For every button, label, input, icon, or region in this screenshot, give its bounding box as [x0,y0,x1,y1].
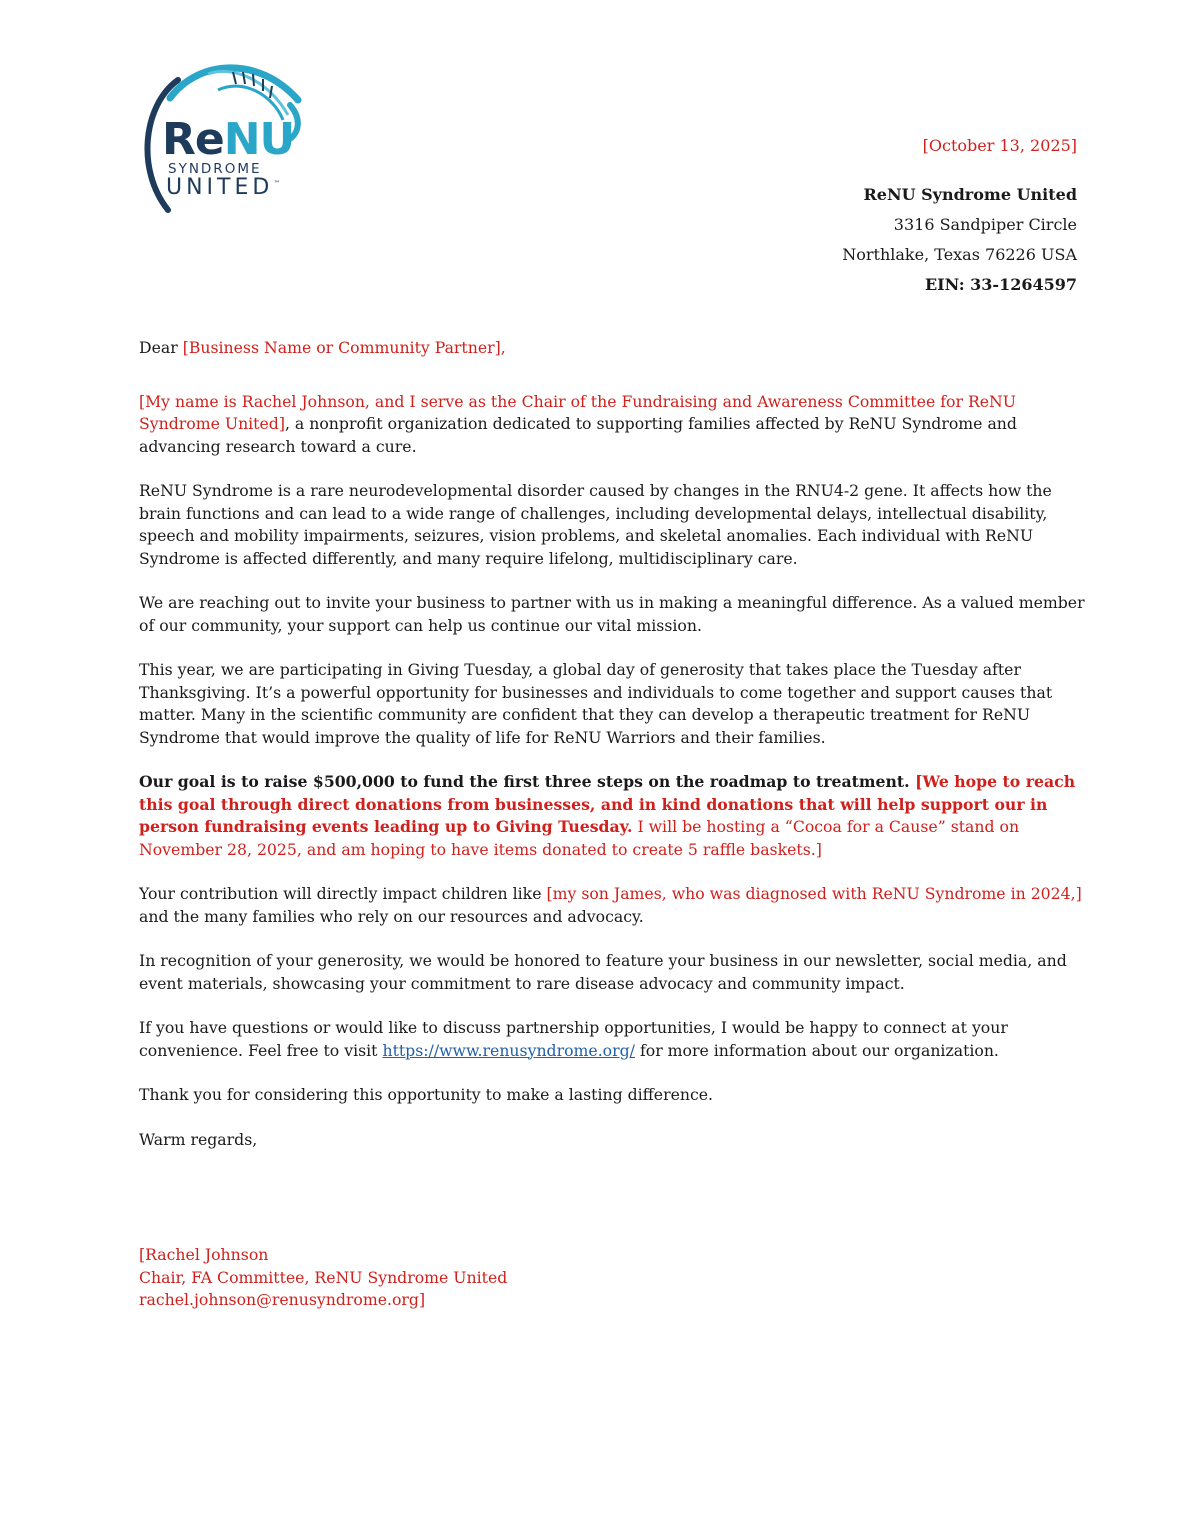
impact-prefix: Your contribution will directly impact children like [139,884,547,903]
paragraph-impact [139,883,1089,928]
signature-name: [Rachel Johnson [139,1245,269,1264]
sender-address-block [842,180,1077,300]
contact-rest: for more information about our organization. [634,1040,999,1060]
signature-title: Chair, FA Committee, ReNU Syndrome United [139,1267,508,1287]
letter-date: [October 13, 2025] [922,136,1077,155]
paragraph-thanks: Thank you for considering this opportunity to make a lasting difference. [139,1085,714,1104]
paragraph-recognition: In recognition of your generosity, we would be honored to feature your business in our newsletter, social media, and event materials, showcasing your commitment to rare disease advocacy and community impact. [139,951,1067,993]
renu-logo [138,60,308,220]
paragraph-contact [139,1017,1089,1062]
goal-placeholder-bold: [We hope to reach this goal through direct donations from businesses, and in kind donations that will help support our in person fundraising events leading up to Giving Tuesday. [139,772,1076,836]
paragraph-intro [139,391,1089,459]
logo-wordmark: ReNU [162,114,295,165]
intro-placeholder: [My name is Rachel Johnson, and I serve as the Chair of the Fundraising and Awareness Committee for ReNU Syndrome United] [139,391,1016,433]
impact-placeholder: [my son James, who was diagnosed with ReNU Syndrome in 2024,] [546,884,1082,903]
impact-rest: and the many families who rely on our resources and advocacy. [139,906,644,926]
signature-email: rachel.johnson@renusyndrome.org] [139,1290,426,1309]
sender-address-line2: Northlake, Texas 76226 USA [842,245,1077,264]
paragraph-about-syndrome: ReNU Syndrome is a rare neurodevelopmental disorder caused by changes in the RNU4-2 gene. It affects how the brain functions and can lead to a wide range of challenges, including developmental delays, intellectual disability, speech and mobility impairments, seizures, vision problems, and skeletal anomalies. Each individual with ReNU Syndrome is affected differently, and many require lifelong, multidisciplinary care. [139,481,1052,568]
sender-address-line1: 3316 Sandpiper Circle [893,215,1077,234]
intro-text: , a nonprofit organization dedicated to supporting families affected by ReNU Syndrome and advancing research toward a cure. [139,414,1017,456]
logo-united-text: UNITED™ [166,175,281,200]
salutation-recipient: [Business Name or Community Partner], [182,338,506,357]
letter-body [139,337,1089,1173]
logo-syndrome-text: SYNDROME [168,161,262,177]
goal-placeholder: I will be hosting a “Cocoa for a Cause” stand on November 28, 2025, and am hoping to have items donated to create 5 raffle baskets.] [139,817,1020,859]
sender-ein: EIN: 33-1264597 [924,275,1077,294]
contact-prefix: If you have questions or would like to discuss partnership opportunities, I would be happy to connect at your convenience. Feel free to visit [139,1018,1008,1060]
paragraph-invitation: We are reaching out to invite your business to partner with us in making a meaningful difference. As a valued member of our community, your support can help us continue our vital mission. [139,593,1085,635]
goal-statement: Our goal is to raise $500,000 to fund the first three steps on the roadmap to treatment. [139,772,916,791]
salutation-prefix: Dear [139,338,183,357]
closing: Warm regards, [139,1129,258,1149]
website-link[interactable]: https://www.renusyndrome.org/ [382,1040,635,1060]
paragraph-giving-tuesday: This year, we are participating in Giving Tuesday, a global day of generosity that takes place the Tuesday after Thanksgiving. It’s a powerful opportunity for businesses and individuals to come together and support causes that matter. Many in the scientific community are confident that they can develop a therapeutic treatment for ReNU Syndrome that would improve the quality of life for ReNU Warriors and their families. [139,660,1053,747]
signature-block [139,1244,507,1312]
paragraph-goal [139,771,1089,861]
salutation [139,337,1089,360]
sender-name: ReNU Syndrome United [863,185,1077,204]
